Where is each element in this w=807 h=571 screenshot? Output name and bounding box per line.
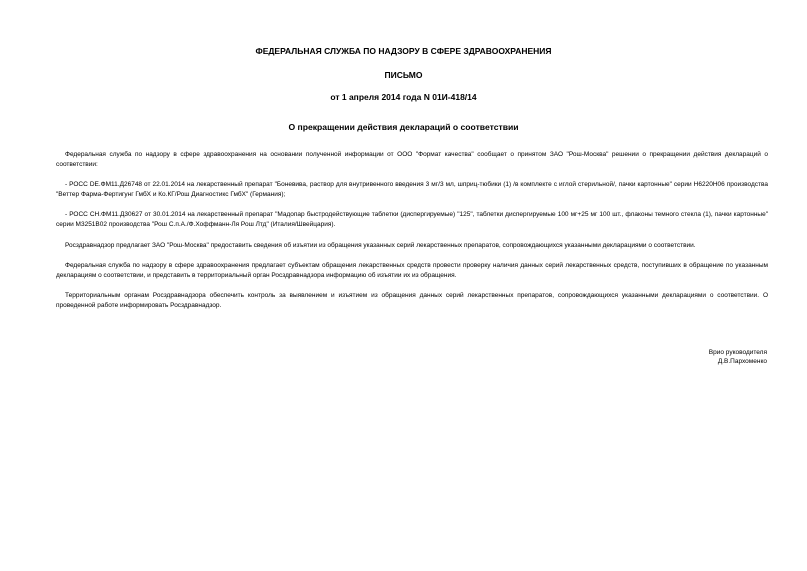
body-paragraph: Росздравнадзор предлагает ЗАО "Рош-Москва" предоставить сведения об изъятии из обращения указанных серий лекарственных препаратов, сопровождающихся указанными декларациями о соответствии. bbox=[65, 241, 696, 249]
signer-name: Д.В.Пархоменко bbox=[717, 358, 767, 366]
body-paragraph: Федеральная служба по надзору в сфере здравоохранения предлагает субъектам обращения лекарственных средств провести проверку наличия данных серий лекарственных средств, поступивших в обращение по указанным декларациям о соответствии, и представить в территориальный орган Росздравнадзора информацию об изъятии их из обращения. bbox=[56, 262, 768, 279]
signature-block bbox=[709, 348, 767, 367]
date-number-heading: от 1 апреля 2014 года N 01И-418/14 bbox=[330, 92, 477, 102]
signer-position: Врио руководителя bbox=[708, 349, 767, 356]
subject-heading: О прекращении действия деклараций о соответствии bbox=[288, 122, 519, 132]
body-paragraph: Федеральная служба по надзору в сфере здравоохранения на основании полученной информации от ООО "Формат качества" сообщает о принятом ЗАО "Рош-Москва" решении о прекращении действия деклараций о соответствии: bbox=[56, 151, 768, 168]
body-paragraph: - РОСС DE.ФМ11.Д26748 от 22.01.2014 на лекарственный препарат "Боневива, раствор для внутривенного введения 3 мг/3 мл, шприц-тюбики (1) /в комплекте с иглой стерильной/, пачки картонные" серии Н6220Н06 производства "Веттер Фарма-Фертигунг ГмбХ и Ко.КГ/Рош Диагностикс ГмбХ" (Германия); bbox=[56, 181, 768, 198]
body-paragraph: Территориальным органам Росздравнадзора обеспечить контроль за выявлением и изъятием из обращения данных серий лекарственных препаратов, сопровождающихся указанными декларациями о соответствии. О проведенной работе информировать Росздравнадзор. bbox=[56, 292, 768, 309]
letter-body bbox=[56, 150, 768, 322]
body-paragraph: - РОСС CH.ФМ11.Д30627 от 30.01.2014 на лекарственный препарат "Мадопар быстродействующие таблетки (диспергируемые) "125", таблетки диспергируемые 100 мг+25 мг 100 шт., флаконы темного стекла (1), пачки картонные" серии М3251В02 производства "Рош С.п.А./Ф.Хоффманн-Ля Рош Лтд" (Италия/Швейцария). bbox=[56, 211, 768, 228]
document-type-heading: ПИСЬМО bbox=[384, 70, 423, 80]
agency-heading: ФЕДЕРАЛЬНАЯ СЛУЖБА ПО НАДЗОРУ В СФЕРЕ ЗДРАВООХРАНЕНИЯ bbox=[255, 46, 552, 56]
